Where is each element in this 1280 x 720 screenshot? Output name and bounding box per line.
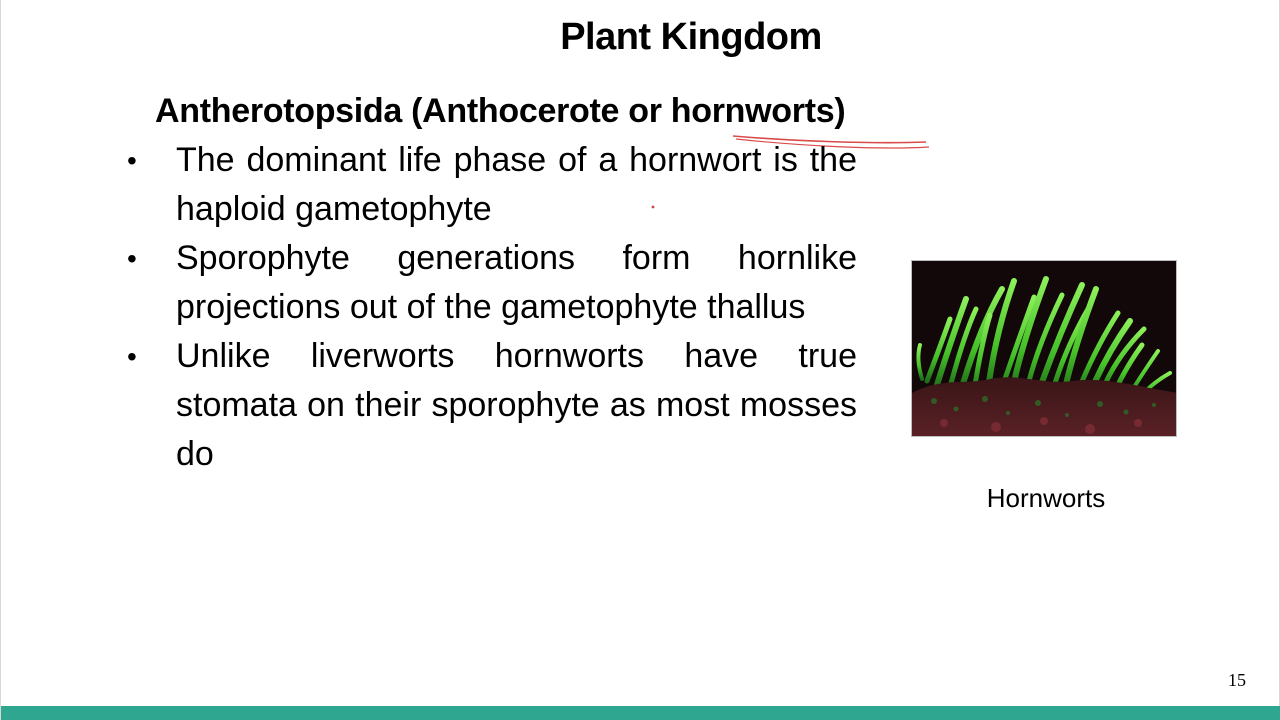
bullet-list [121, 136, 857, 479]
bullet-item [121, 234, 857, 332]
slide-subtitle: Antherotopsida (Anthocerote or hornworts) [155, 92, 846, 130]
figure-caption: Hornworts [986, 483, 1106, 513]
footer-accent-bar [1, 706, 1280, 720]
bullet-text: The dominant life phase of a hornwort is the haploid gametophyte [176, 141, 857, 228]
hornwort-photo-icon [912, 261, 1177, 437]
bullet-text: Sporophyte generations form hornlike projections out of the gametophyte thallus [176, 239, 857, 326]
page-number: 15 [1228, 670, 1246, 690]
slide-title: Plant Kingdom [560, 16, 822, 58]
bullet-marker: • [127, 243, 137, 274]
bullet-marker: • [127, 145, 137, 176]
bullet-text: Unlike liverworts hornworts have true stomata on their sporophyte as most mosses do [176, 337, 857, 473]
bullet-marker: • [127, 341, 137, 372]
hornwort-photo [911, 260, 1177, 437]
bullet-item [121, 332, 857, 479]
bullet-item [121, 136, 857, 234]
